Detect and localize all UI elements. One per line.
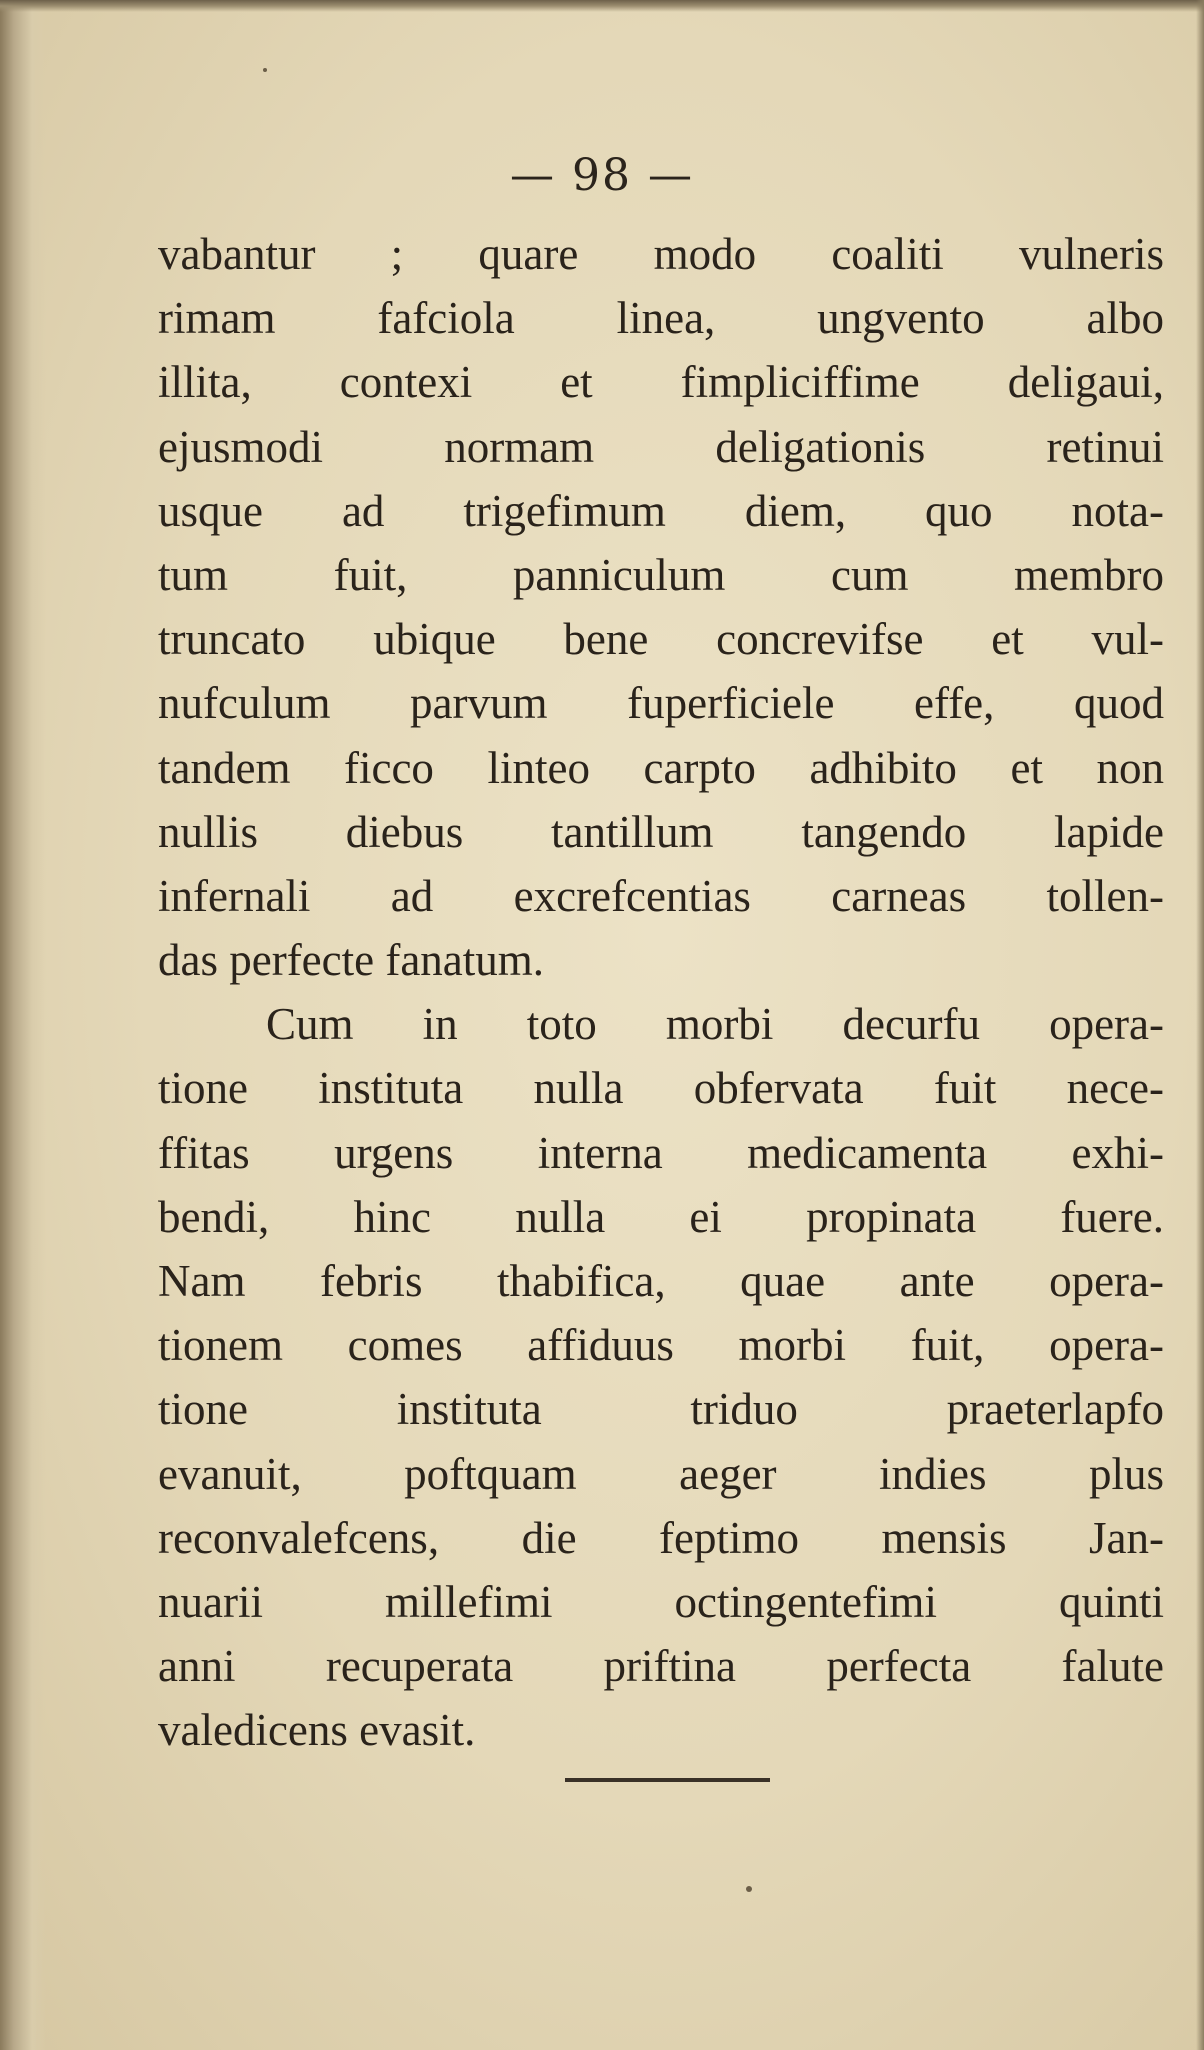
text-line: bendi, hinc nulla ei propinata fuere. xyxy=(158,1191,1164,1242)
text-line: ffitas urgens interna medicamenta exhi- xyxy=(158,1127,1164,1178)
text-line: Cum in toto morbi decurfu opera- xyxy=(266,999,1164,1050)
page-top-edge xyxy=(0,0,1204,12)
page-right-edge xyxy=(1196,0,1204,2050)
text-line: nufculum parvum fuperficiele effe, quod xyxy=(158,678,1164,729)
text-line: nuarii millefimi octingentefimi quinti xyxy=(158,1576,1164,1627)
text-line: Nam febris thabifica, quae ante opera- xyxy=(158,1256,1164,1306)
ink-speck xyxy=(263,68,267,72)
text-line: das perfecte fanatum. xyxy=(158,935,545,986)
closing-rule xyxy=(565,1778,770,1782)
text-line: evanuit, poftquam aeger indies plus xyxy=(158,1448,1164,1499)
body-text xyxy=(158,222,1164,1763)
text-line: truncato ubique bene concrevifse et vul- xyxy=(158,614,1164,665)
text-line: nullis diebus tantillum tangendo lapide xyxy=(158,806,1164,857)
text-line: tandem ficco linteo carpto adhibito et non xyxy=(158,742,1164,793)
text-line: rimam fafciola linea, ungvento albo xyxy=(158,293,1164,344)
text-line: usque ad trigefimum diem, quo nota- xyxy=(158,485,1164,536)
text-line: illita, contexi et fimpliciffime deligaui, xyxy=(158,357,1164,408)
text-line: tione instituta nulla obfervata fuit nece- xyxy=(158,1063,1164,1114)
text-line: valedicens evasit. xyxy=(158,1705,476,1756)
text-line: anni recuperata priftina perfecta falute xyxy=(158,1641,1164,1692)
text-line: reconvalefcens, die feptimo mensis Jan- xyxy=(158,1512,1164,1563)
text-line: tum fuit, panniculum cum membro xyxy=(158,549,1164,600)
text-line: vabantur ; quare modo coaliti vulneris xyxy=(158,229,1164,279)
text-line: infernali ad excrefcentias carneas tollen- xyxy=(158,870,1164,921)
text-line: tionem comes affiduus morbi fuit, opera- xyxy=(158,1320,1164,1371)
page-number: — 98 — xyxy=(510,150,694,201)
ink-speck xyxy=(746,1886,752,1892)
text-line: tione instituta triduo praeterlapfo xyxy=(158,1384,1164,1435)
text-line: ejusmodi normam deligationis retinui xyxy=(158,421,1164,472)
binding-gutter xyxy=(0,0,46,2050)
